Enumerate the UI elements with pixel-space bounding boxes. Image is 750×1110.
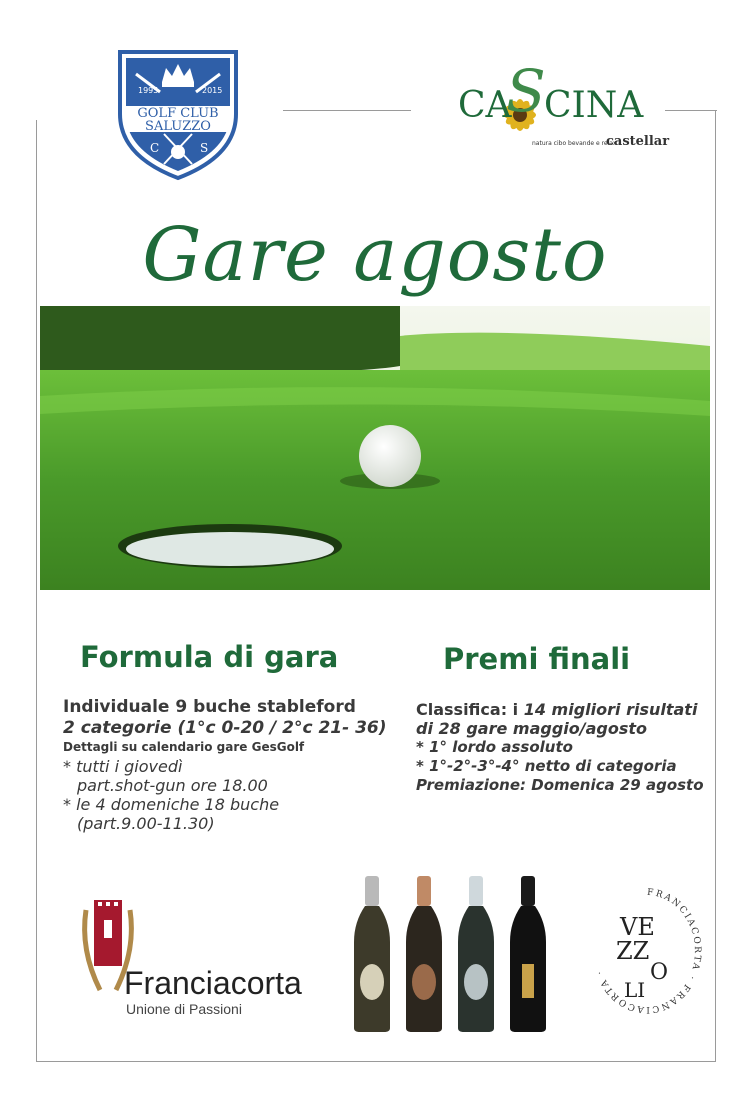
franciacorta-logo — [72, 890, 322, 1020]
formula-text — [63, 698, 403, 833]
golf-hole-photo — [40, 306, 710, 590]
letter-s: S — [200, 141, 209, 155]
letter-c: C — [150, 141, 160, 155]
premi-line1b: 14 migliori risultati — [523, 700, 698, 719]
vezzoli-l1: VE — [620, 913, 655, 941]
frame-top-segment — [283, 110, 411, 111]
formula-line: * tutti i giovedì — [63, 757, 183, 776]
bottle — [458, 876, 494, 1032]
premi-text — [416, 700, 716, 795]
vezzoli-l4: LI — [624, 978, 646, 1002]
frame-top-segment — [665, 110, 717, 111]
bottle — [406, 876, 442, 1032]
vezzoli-ring-text: FRANCIACORTA · FRANCIACORTA · — [594, 887, 702, 1015]
golf-ball-icon — [171, 145, 185, 159]
formula-line: Individuale 9 buche stableford — [63, 697, 356, 717]
formula-line: (part.9.00-11.30) — [77, 814, 215, 833]
golf-club-line2: SALUZZO — [145, 119, 211, 134]
poster-title: Gare agosto — [142, 212, 608, 298]
cascina-name-b: CINA — [544, 85, 644, 126]
premi-line: di 28 gare maggio/agosto — [416, 719, 648, 738]
formula-heading: Formula di gara — [80, 640, 339, 674]
formula-line: Dettagli su calendario gare GesGolf — [63, 740, 305, 754]
premi-line — [416, 700, 716, 719]
premi-line1a: Classifica: i — [416, 700, 524, 719]
cascina-name-a: CA — [458, 85, 512, 126]
cascina-name-s: S — [506, 57, 546, 125]
cascina-castellar-logo — [440, 55, 670, 155]
year-left: 1995 — [138, 86, 159, 95]
formula-line: part.shot-gun ore 18.00 — [77, 776, 268, 795]
year-right: 2015 — [202, 86, 223, 95]
cascina-place: castellar — [606, 134, 670, 149]
vezzoli-l3: O — [650, 960, 669, 985]
premi-line: * 1°-2°-3°-4° netto di categoria — [416, 757, 677, 775]
cascina-tagline: natura cibo bevande e relax — [532, 140, 617, 147]
franciacorta-sub: Unione di Passioni — [126, 1001, 242, 1017]
franciacorta-name: Franciacorta — [124, 965, 302, 1001]
bottle — [354, 876, 390, 1032]
bottle — [510, 876, 546, 1032]
golf-club-saluzzo-logo — [114, 44, 242, 182]
formula-line: * le 4 domeniche 18 buche — [63, 795, 280, 814]
vezzoli-logo — [590, 875, 705, 1025]
premi-heading: Premi finali — [443, 642, 631, 676]
golf-club-line1: GOLF CLUB — [137, 106, 219, 121]
golf-ball — [359, 425, 421, 487]
wine-bottles-image — [350, 872, 560, 1034]
formula-line: 2 categorie (1°c 0-20 / 2°c 21- 36) — [63, 718, 387, 738]
premi-line: * 1° lordo assoluto — [416, 738, 573, 756]
premi-line: Premiazione: Domenica 29 agosto — [416, 776, 704, 794]
vezzoli-l2: ZZ — [616, 937, 650, 965]
